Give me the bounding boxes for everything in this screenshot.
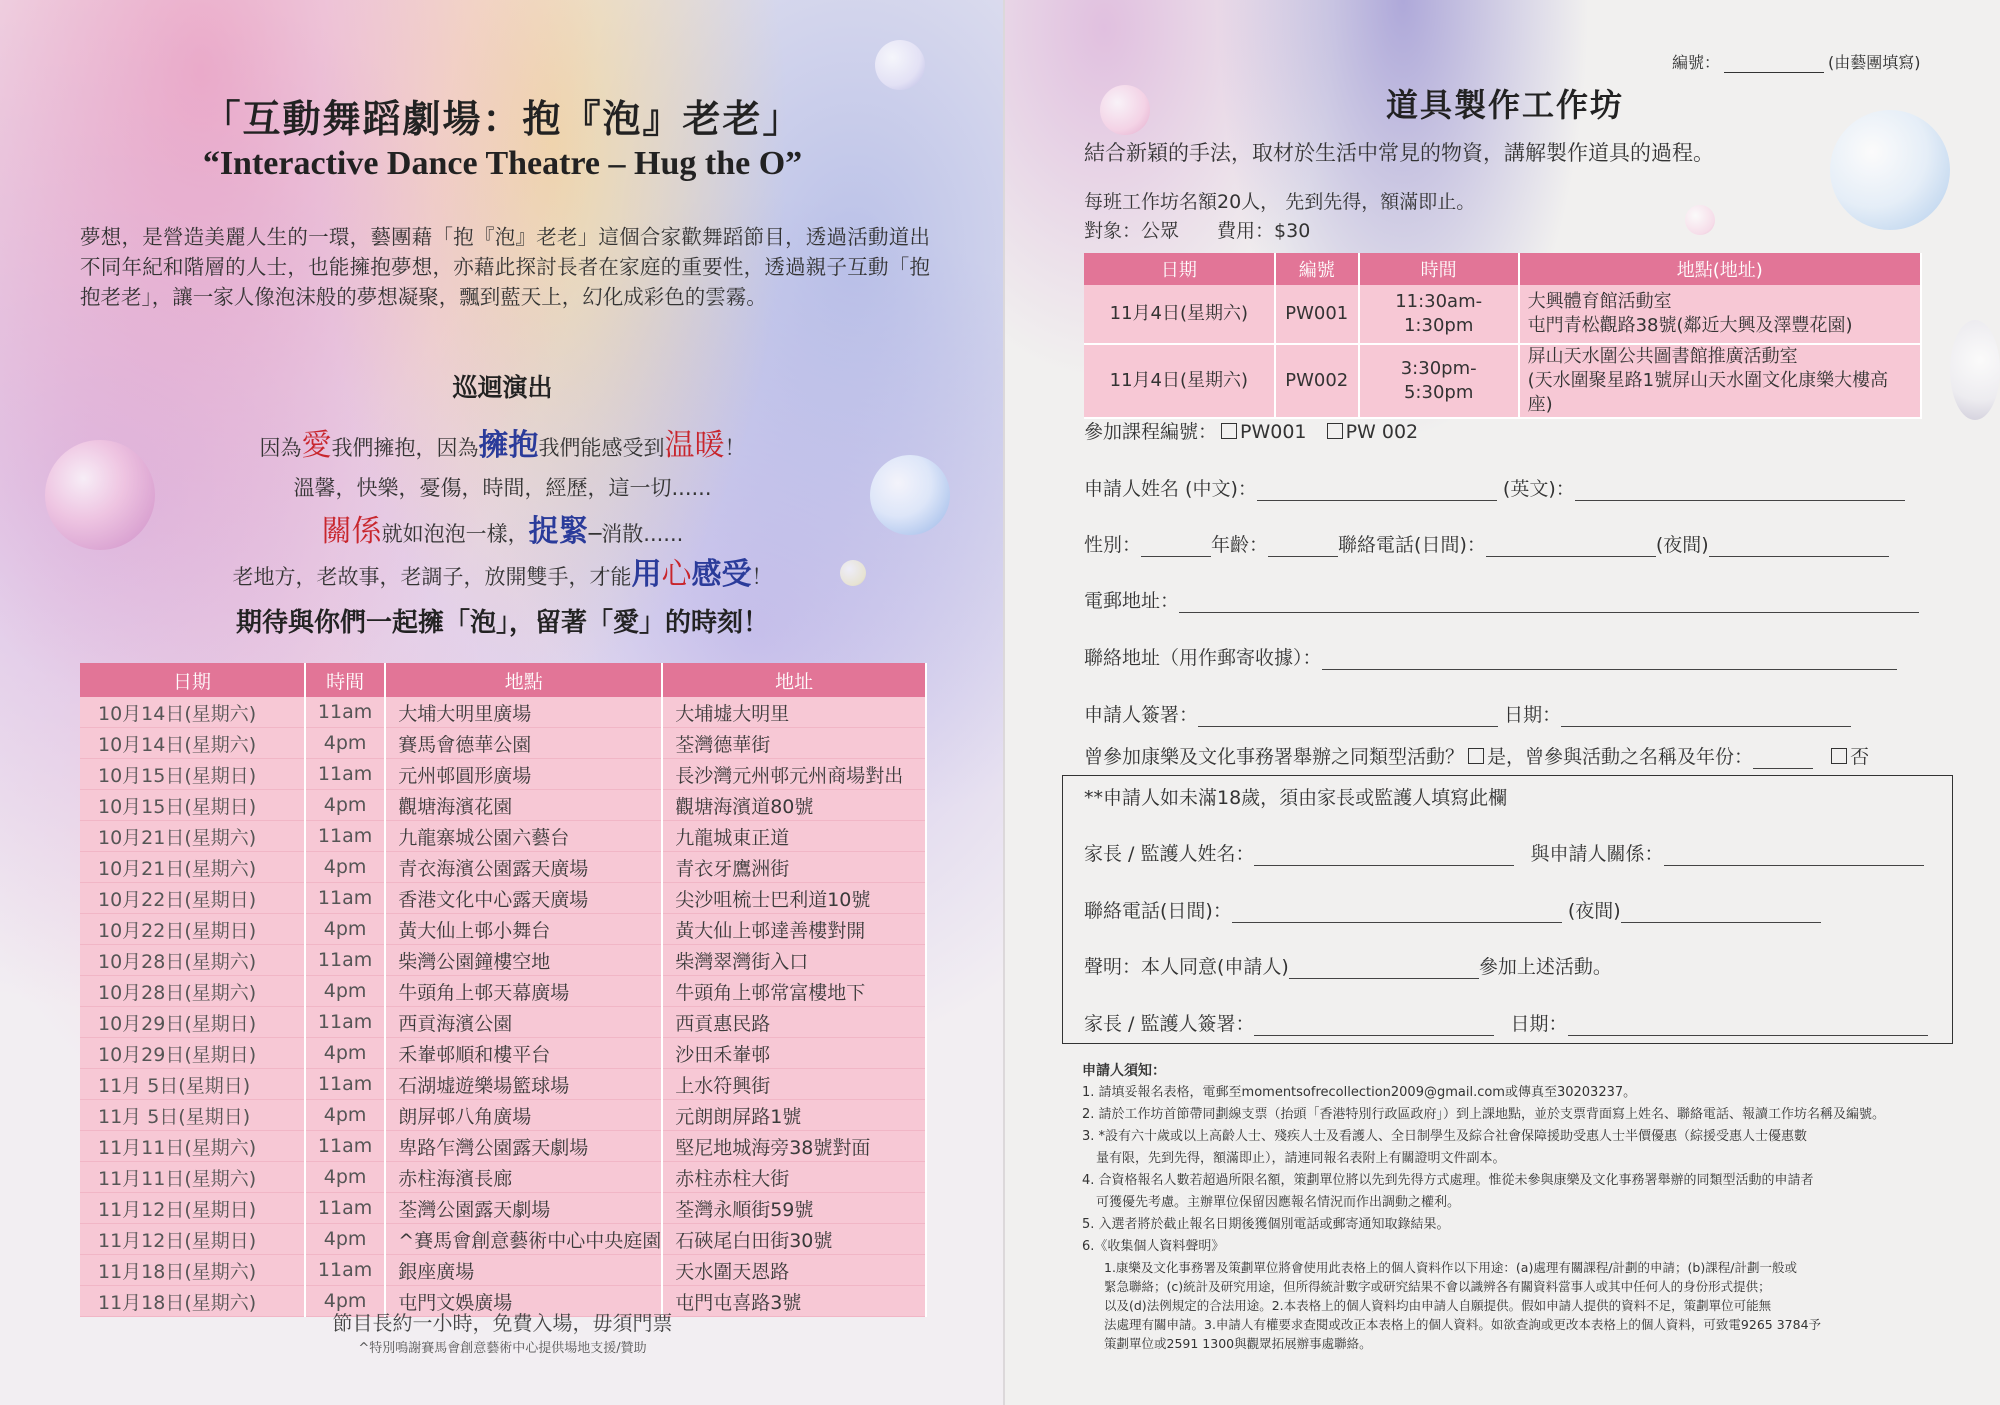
note-item: 5. 入選者將於截止報名日期後獲個別電話或郵寄通知取錄結果。 [1082,1217,1450,1232]
table-row [80,1100,926,1131]
table-row [80,1007,926,1038]
row-venue: 西貢海濱公園 [385,1007,662,1038]
tel-night-field[interactable] [1709,538,1889,557]
poem-text: 因為 [259,436,302,460]
row-address: 觀塘海濱道80號 [662,790,926,821]
notes-title: 申請人須知： [1082,1063,1166,1079]
checkbox-no[interactable] [1831,748,1847,764]
declaration-row [1084,952,1612,979]
table-row [80,914,926,945]
note-item: 4. 合資格報名人數若超過所限名額，策劃單位將以先到先得方式處理。惟從未參與康樂及文化事務署舉辦的同類型活動的申請者 [1082,1173,1814,1188]
fee-text: 費用：$30 [1217,220,1311,242]
row-date: 10月21日(星期六) [80,852,305,883]
header-date: 日期 [80,663,305,697]
row-date: 11月11日(星期六) [80,1162,305,1193]
row-time: 11am [305,1131,385,1162]
poem-text: 老地方，老故事，老調子，放開雙手，才能 [232,565,632,589]
row-date: 11月18日(星期六) [80,1255,305,1286]
poem-line-2: 溫馨，快樂，憂傷，時間，經歷，這一切...... [293,476,712,500]
table-row [80,976,926,1007]
row-venue: 大埔大明里廣場 [385,697,662,728]
row-venue: 朗屏邨八角廣場 [385,1100,662,1131]
table-row [1084,344,1921,418]
row-address: 柴灣翠灣街入口 [662,945,926,976]
ws-venue-address: (天水圍聚星路1號屏山天水圍文化康樂大樓高座) [1527,370,1889,415]
row-date: 10月15日(星期日) [80,790,305,821]
name-zh-field[interactable] [1257,482,1497,501]
checkbox-pw002[interactable] [1327,423,1343,439]
note-item: 1. 請填妥報名表格，電郵至momentsofrecollection2009@gmail.com或傳真至30203237。 [1082,1085,1637,1100]
name-en-field[interactable] [1575,482,1905,501]
note-item: 6.《收集個人資料聲明》 [1082,1239,1225,1254]
guardian-tel-night-label: (夜間) [1567,900,1621,922]
row-address: 長沙灣元州邨元州商場對出 [662,759,926,790]
row-address: 石硤尾白田街30號 [662,1224,926,1255]
poem-highlight: 温暖 [664,428,725,463]
previous-activity-field[interactable] [1753,750,1813,769]
row-date: 10月22日(星期日) [80,914,305,945]
row-date: 11月 5日(星期日) [80,1069,305,1100]
ws-venue-address: 屯門青松觀路38號(鄰近大興及澤豐花園) [1527,315,1853,336]
ws-header-date: 日期 [1084,253,1275,285]
signature-label: 申請人簽署： [1084,704,1199,726]
poem-text: ─消散...... [588,522,684,546]
guardian-date-label: 日期： [1510,1013,1568,1035]
poem-line-3 [0,510,1005,553]
note-item: 3. *設有六十歲或以上高齡人士、殘疾人士及看護人、全日制學生及綜合社會保障援助受惠人士半價優惠（綜援受惠人士優惠數 [1082,1129,1808,1144]
row-address: 荃灣德華街 [662,728,926,759]
ws-venue-name: 屏山天水圍公共圖書館推廣活動室 [1527,346,1798,367]
row-address: 屯門屯喜路3號 [662,1286,926,1317]
row-venue: 荃灣公園露天劇場 [385,1193,662,1224]
signature-field[interactable] [1198,708,1498,727]
guardian-tel-night-field[interactable] [1621,904,1821,923]
row-venue: 赤柱海濱長廊 [385,1162,662,1193]
row-time: 11am [305,945,385,976]
date-label: 日期： [1504,704,1562,726]
poem-text: 就如泡泡一樣， [381,522,529,546]
sex-field[interactable] [1141,538,1211,557]
declaration-text: 聲明：本人同意(申請人) [1084,956,1289,978]
table-row [1084,285,1921,344]
row-venue: 禾輋邨順和樓平台 [385,1038,662,1069]
row-date: 10月28日(星期六) [80,945,305,976]
ws-time: 3:30pm- 5:30pm [1359,344,1519,418]
row-address: 沙田禾輋邨 [662,1038,926,1069]
table-row [80,821,926,852]
poem-highlight: 擁抱 [478,428,539,463]
course-selection [1084,417,1418,444]
row-date: 10月15日(星期日) [80,759,305,790]
guardian-phone-row [1084,896,1821,923]
email-field[interactable] [1179,594,1919,613]
guardian-signature-label: 家長 / 監護人簽署： [1084,1013,1255,1035]
no-label: 否 [1850,746,1870,768]
tour-table-body [80,697,926,1317]
previous-activity-question: 曾參加康樂及文化事務署舉辦之同類型活動？ [1084,746,1465,768]
table-row [80,852,926,883]
row-time: 11am [305,1007,385,1038]
row-time: 4pm [305,1038,385,1069]
row-address: 天水圍天恩路 [662,1255,926,1286]
relationship-label: 與申請人關係： [1530,843,1664,865]
intro-paragraph [80,222,930,312]
row-address: 牛頭角上邨常富樓地下 [662,976,926,1007]
grey-bubble-decoration [1950,320,2000,420]
row-date: 10月22日(星期日) [80,883,305,914]
row-address: 西貢惠民路 [662,1007,926,1038]
table-row [80,1069,926,1100]
poem-highlight: 捉緊 [528,514,589,549]
name-zh-label: 申請人姓名 (中文)： [1084,478,1257,500]
privacy-statement: 緊急聯絡；(c)統計及研究用途，但所得統計數字或研究結果不會以識辨各有關資料當事人或其中任何人的身份形式提供； [1104,1279,1771,1294]
poem-highlight: 心 [661,557,692,592]
row-time: 4pm [305,1286,385,1317]
checkbox-pw001[interactable] [1221,423,1237,439]
table-row [80,728,926,759]
row-time: 11am [305,697,385,728]
address-row [1084,643,1897,670]
intro-text: 夢想，是營造美麗人生的一環，藝團藉「抱『泡』老老」這個合家歡舞蹈節目，透過活動道出不同年紀和階層的人士，也能擁抱夢想，亦藉此探討長者在家庭的重要性，透過親子互動「抱抱老老」，讓一家人像泡沫般的夢想凝聚，飄到藍天上，幻化成彩色的雲霧。 [80,225,930,309]
ws-header-venue: 地點(地址) [1519,253,1921,285]
tour-heading: 巡迴演出 [452,373,553,402]
sex-age-phone-row [1084,530,1889,557]
guardian-tel-day-field[interactable] [1232,904,1562,923]
row-date: 11月11日(星期六) [80,1131,305,1162]
poem-block [0,424,1005,596]
age-field[interactable] [1268,538,1338,557]
serial-input-line[interactable] [1724,58,1824,73]
guardian-date-field[interactable] [1568,1017,1928,1036]
row-venue: 青衣海濱公園露天廣場 [385,852,662,883]
guardian-name-label: 家長 / 監護人姓名： [1084,843,1255,865]
row-date: 10月29日(星期日) [80,1007,305,1038]
guardian-note: **申請人如未滿18歲，須由家長或監護人填寫此欄 [1084,787,1508,809]
row-venue: 石湖墟遊樂場籃球場 [385,1069,662,1100]
name-en-label: (英文)： [1502,478,1575,500]
tel-day-label: 聯絡電話(日間)： [1338,534,1486,556]
sponsor-note: ^特別鳴謝賽馬會創意藝術中心提供場地支援/贊助 [358,1341,647,1356]
workshop-title: 道具製作工作坊 [1385,86,1624,124]
row-time: 4pm [305,1224,385,1255]
row-address: 上水符興街 [662,1069,926,1100]
row-venue: 香港文化中心露天廣場 [385,883,662,914]
row-time: 11am [305,821,385,852]
row-time: 11am [305,883,385,914]
note-item: 可獲優先考慮。主辦單位保留因應報名情況而作出調動之權利。 [1096,1195,1461,1210]
row-venue: 柴灣公園鐘樓空地 [385,945,662,976]
row-date: 11月12日(星期日) [80,1224,305,1255]
declaration-text-end: 參加上述活動。 [1478,956,1612,978]
workshop-quota: 每班工作坊名額20人， 先到先得，額滿即止。 [1084,191,1476,213]
row-address: 大埔墟大明里 [662,697,926,728]
row-time: 4pm [305,1162,385,1193]
signature-row [1084,700,1851,727]
poem-highlight: 關係 [321,514,382,549]
row-time: 11am [305,1255,385,1286]
row-address: 赤柱赤柱大街 [662,1162,926,1193]
row-venue: 賽馬會德華公園 [385,728,662,759]
date-field[interactable] [1561,708,1851,727]
row-venue: 卑路乍灣公園露天劇場 [385,1131,662,1162]
row-venue: 九龍寨城公園六藝台 [385,821,662,852]
ws-date: 11月4日(星期六) [1084,344,1275,418]
table-row [80,883,926,914]
ws-code: PW001 [1275,285,1359,344]
note-item: 2. 請於工作坊首節帶同劃線支票（抬頭「香港特別行政區政府」）到上課地點，並於支票背面寫上姓名、聯絡電話、報讀工作坊名稱及編號。 [1082,1107,1886,1122]
ws-code: PW002 [1275,344,1359,418]
applicant-name-row [1084,474,1905,501]
table-row [80,790,926,821]
guardian-name-field[interactable] [1254,847,1514,866]
row-date: 10月14日(星期六) [80,697,305,728]
privacy-statement: 策劃單位或2591 1300與觀眾拓展辦事處聯絡。 [1104,1336,1372,1351]
table-header-row [1084,253,1921,285]
row-address: 荃灣永順街59號 [662,1193,926,1224]
poem-text: ！ [724,436,746,460]
poem-text: ！ [751,565,773,589]
checkbox-yes[interactable] [1468,748,1484,764]
title-chinese: 「互動舞蹈劇場：抱『泡』老老」 [202,96,803,141]
row-time: 11am [305,759,385,790]
email-row [1084,586,1919,613]
serial-note: (由藝團填寫) [1828,53,1921,72]
privacy-statement: 法處理有關申請。3.申請人有權要求查閱或改正本表格上的個人資料。如欲查詢或更改本表格上的個人資料，可致電9265 3784予 [1104,1317,1822,1332]
ws-header-code: 編號 [1275,253,1359,285]
relationship-field[interactable] [1664,847,1924,866]
header-time: 時間 [305,663,385,697]
row-time: 4pm [305,1100,385,1131]
row-venue: 元州邨圓形廣場 [385,759,662,790]
title-english: “Interactive Dance Theatre – Hug the O” [202,145,803,182]
table-header-row [80,663,926,697]
row-date: 10月21日(星期六) [80,821,305,852]
guardian-name-row [1084,839,1924,866]
row-address: 九龍城東正道 [662,821,926,852]
tel-day-field[interactable] [1486,538,1656,557]
applicant-notes [1082,1060,1932,1353]
ws-venue [1519,344,1921,418]
poem-line-1 [0,424,1005,467]
poem-text: 我們擁抱，因為 [331,436,479,460]
row-date: 10月29日(星期日) [80,1038,305,1069]
row-address: 元朗朗屏路1號 [662,1100,926,1131]
table-row [80,759,926,790]
privacy-statement: 1.康樂及文化事務署及策劃單位將會使用此表格上的個人資料作以下用途：(a)處理有關課程/計劃的申請；(b)課程/計劃一般或 [1104,1260,1797,1275]
workshop-table [1084,253,1922,419]
declaration-applicant-field[interactable] [1289,960,1479,979]
course-label: 參加課程編號： [1084,421,1218,443]
call-to-action: 期待與你們一起擁「泡」，留著「愛」的時刻！ [235,608,769,638]
table-row [80,1162,926,1193]
row-venue: 屯門文娛廣場 [385,1286,662,1317]
option-pw002-label: PW 002 [1345,421,1419,443]
row-address: 尖沙咀梳士巴利道10號 [662,883,926,914]
table-row [80,1224,926,1255]
small-bubble-decoration [875,40,925,90]
poem-line-4 [0,553,1005,596]
row-date: 10月14日(星期六) [80,728,305,759]
ws-date: 11月4日(星期六) [1084,285,1275,344]
ws-header-time: 時間 [1359,253,1519,285]
workshop-description: 結合新穎的手法，取材於生活中常見的物資，講解製作道具的過程。 [1084,141,1714,165]
option-pw001-label: PW001 [1240,421,1307,443]
previous-activity-row [1084,742,1869,769]
poem-highlight: 感受 [691,557,752,592]
privacy-statement: 以及(d)法例規定的合法用途。2.本表格上的個人資料均由申請人自願提供。假如申請人提供的資料不足，策劃單位可能無 [1104,1298,1772,1313]
table-row [80,1255,926,1286]
table-row [80,1131,926,1162]
row-address: 青衣牙鷹洲街 [662,852,926,883]
age-label: 年齡： [1211,534,1269,556]
row-venue: 牛頭角上邨天幕廣場 [385,976,662,1007]
header-address: 地址 [662,663,926,697]
email-label: 電郵地址： [1084,590,1180,612]
sex-label: 性別： [1084,534,1142,556]
row-venue: 黃大仙上邨小舞台 [385,914,662,945]
target-text: 對象：公眾 [1084,220,1180,242]
ws-venue [1519,285,1921,344]
ws-time: 11:30am-1:30pm [1359,285,1519,344]
row-time: 11am [305,1193,385,1224]
serial-number-field [1672,50,1921,73]
row-date: 11月 5日(星期日) [80,1100,305,1131]
row-date: 11月12日(星期日) [80,1193,305,1224]
yes-label: 是，曾參與活動之名稱及年份： [1487,746,1754,768]
ws-venue-name: 大興體育館活動室 [1527,291,1672,312]
guardian-signature-row [1084,1009,1928,1036]
row-venue: 銀座廣場 [385,1255,662,1286]
pink-bubble-decoration [1685,205,1715,235]
address-label: 聯絡地址（用作郵寄收據）： [1084,647,1322,669]
table-row [80,1193,926,1224]
workshop-target-fee [1084,216,1348,243]
table-row [80,1038,926,1069]
poem-text: 我們能感受到 [538,436,665,460]
row-venue: 觀塘海濱花園 [385,790,662,821]
row-venue: ^賽馬會創意藝術中心中央庭園 [385,1224,662,1255]
row-time: 11am [305,1069,385,1100]
table-row [80,945,926,976]
guardian-tel-day-label: 聯絡電話(日間)： [1084,900,1232,922]
row-address: 堅尼地城海旁38號對面 [662,1131,926,1162]
row-time: 4pm [305,728,385,759]
row-date: 10月28日(星期六) [80,976,305,1007]
table-row [80,697,926,728]
poem-highlight: 用 [631,557,662,592]
note-item: 量有限，先到先得，額滿即止），請連同報名表附上有關證明文件副本。 [1096,1151,1506,1166]
blue-bubble-decoration [1830,110,1950,230]
row-address: 黃大仙上邨達善樓對開 [662,914,926,945]
tour-schedule-table [80,663,927,1317]
row-time: 4pm [305,852,385,883]
row-time: 4pm [305,976,385,1007]
row-time: 4pm [305,914,385,945]
row-time: 4pm [305,790,385,821]
header-venue: 地點 [385,663,662,697]
row-date: 11月18日(星期六) [80,1286,305,1317]
guardian-signature-field[interactable] [1254,1017,1494,1036]
admission-note: 節目長約一小時，免費入場，毋須門票 [332,1311,673,1335]
poem-highlight: 愛 [301,428,332,463]
serial-label: 編號： [1672,53,1721,72]
address-field[interactable] [1322,651,1897,670]
tel-night-label: (夜間) [1655,534,1709,556]
